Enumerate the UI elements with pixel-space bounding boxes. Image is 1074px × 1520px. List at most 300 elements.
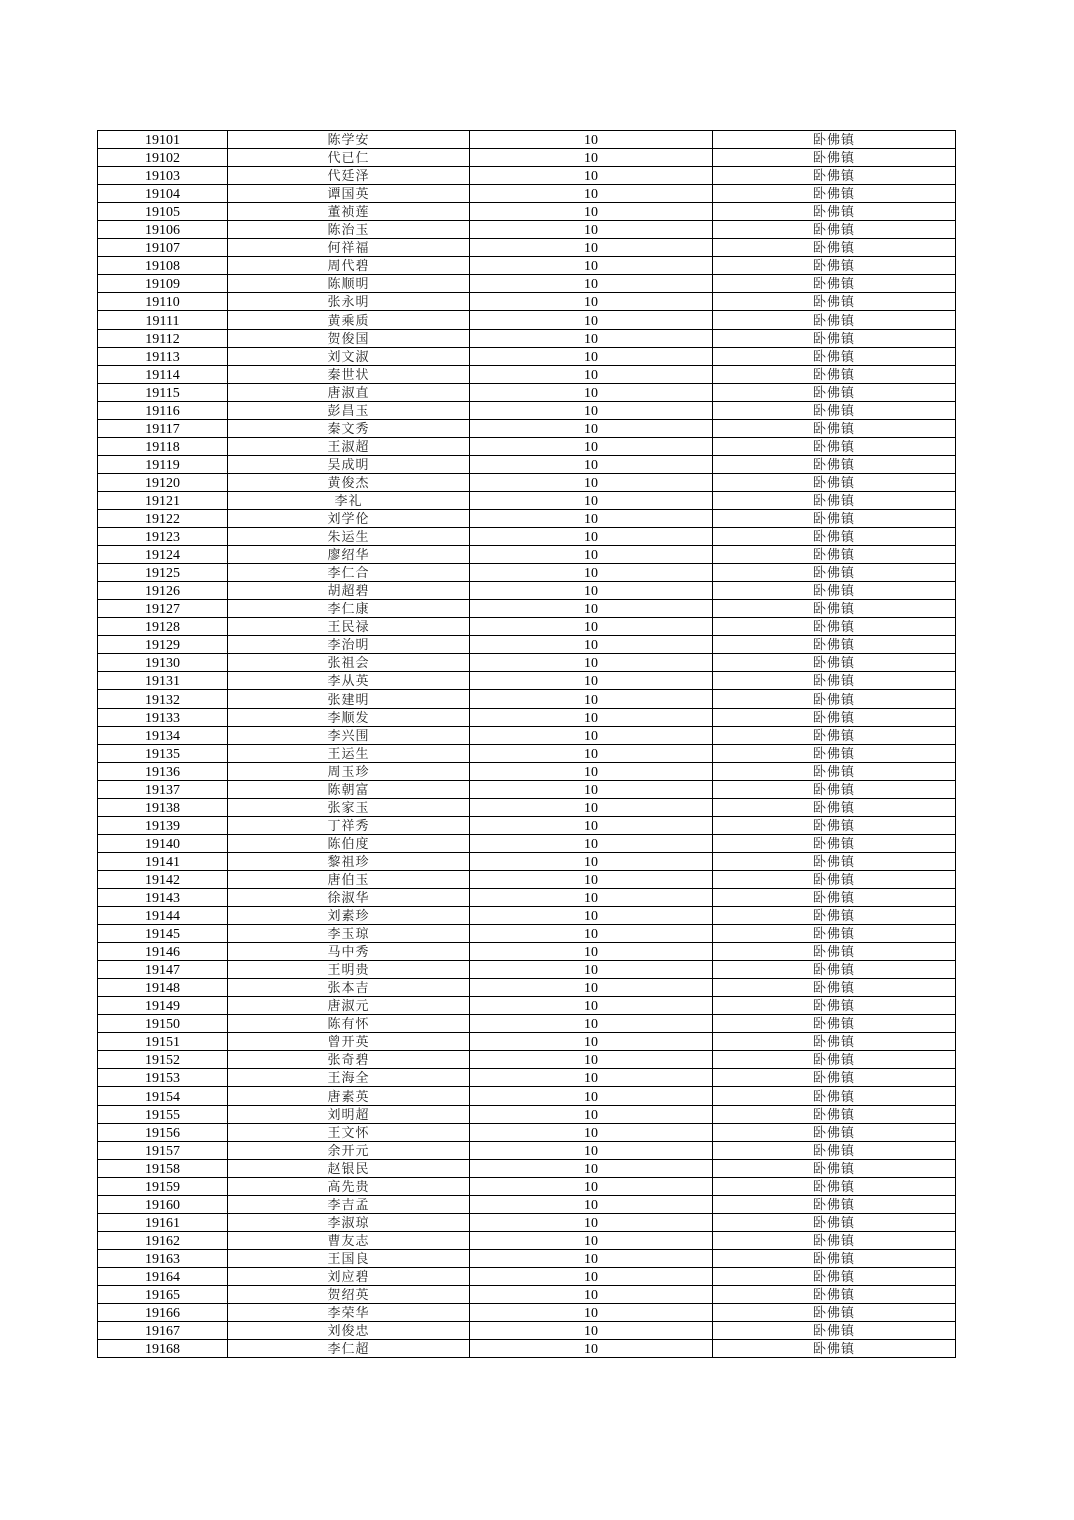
town-cell: 卧佛镇 xyxy=(713,762,956,780)
town-cell: 卧佛镇 xyxy=(713,726,956,744)
town-cell: 卧佛镇 xyxy=(713,1159,956,1177)
person-name-cell: 谭国英 xyxy=(228,185,470,203)
amount-cell: 10 xyxy=(470,690,713,708)
table-row xyxy=(98,473,956,491)
amount-cell: 10 xyxy=(470,997,713,1015)
town-cell: 卧佛镇 xyxy=(713,1231,956,1249)
table-row xyxy=(98,600,956,618)
row-id-cell: 19166 xyxy=(98,1304,228,1322)
table-row xyxy=(98,780,956,798)
town-cell: 卧佛镇 xyxy=(713,221,956,239)
town-cell: 卧佛镇 xyxy=(713,1340,956,1358)
amount-cell: 10 xyxy=(470,401,713,419)
row-id-cell: 19157 xyxy=(98,1141,228,1159)
amount-cell: 10 xyxy=(470,762,713,780)
person-name-cell: 贺绍英 xyxy=(228,1286,470,1304)
table-row xyxy=(98,1159,956,1177)
amount-cell: 10 xyxy=(470,293,713,311)
amount-cell: 10 xyxy=(470,1195,713,1213)
person-name-cell: 廖绍华 xyxy=(228,546,470,564)
amount-cell: 10 xyxy=(470,1322,713,1340)
row-id-cell: 19141 xyxy=(98,852,228,870)
row-id-cell: 19121 xyxy=(98,491,228,509)
table-row xyxy=(98,1322,956,1340)
amount-cell: 10 xyxy=(470,509,713,527)
town-cell: 卧佛镇 xyxy=(713,275,956,293)
row-id-cell: 19111 xyxy=(98,311,228,329)
person-name-cell: 徐淑华 xyxy=(228,888,470,906)
amount-cell: 10 xyxy=(470,943,713,961)
person-name-cell: 李仁合 xyxy=(228,564,470,582)
table-row xyxy=(98,1286,956,1304)
row-id-cell: 19144 xyxy=(98,907,228,925)
person-name-cell: 李从英 xyxy=(228,672,470,690)
person-name-cell: 高先贵 xyxy=(228,1177,470,1195)
table-row xyxy=(98,1231,956,1249)
row-id-cell: 19137 xyxy=(98,780,228,798)
row-id-cell: 19161 xyxy=(98,1213,228,1231)
town-cell: 卧佛镇 xyxy=(713,329,956,347)
person-name-cell: 唐伯玉 xyxy=(228,870,470,888)
person-name-cell: 张家玉 xyxy=(228,798,470,816)
person-name-cell: 李玉琼 xyxy=(228,925,470,943)
person-name-cell: 张奇碧 xyxy=(228,1051,470,1069)
table-row xyxy=(98,1069,956,1087)
row-id-cell: 19126 xyxy=(98,582,228,600)
amount-cell: 10 xyxy=(470,546,713,564)
person-name-cell: 曹友志 xyxy=(228,1231,470,1249)
person-name-cell: 王国良 xyxy=(228,1249,470,1267)
amount-cell: 10 xyxy=(470,221,713,239)
town-cell: 卧佛镇 xyxy=(713,1105,956,1123)
town-cell: 卧佛镇 xyxy=(713,1033,956,1051)
person-name-cell: 陈顺明 xyxy=(228,275,470,293)
town-cell: 卧佛镇 xyxy=(713,1177,956,1195)
person-name-cell: 王海全 xyxy=(228,1069,470,1087)
row-id-cell: 19102 xyxy=(98,149,228,167)
amount-cell: 10 xyxy=(470,636,713,654)
table-row xyxy=(98,979,956,997)
table-row xyxy=(98,1051,956,1069)
person-name-cell: 刘明超 xyxy=(228,1105,470,1123)
town-cell: 卧佛镇 xyxy=(713,1249,956,1267)
table-row xyxy=(98,383,956,401)
person-name-cell: 李仁康 xyxy=(228,600,470,618)
row-id-cell: 19108 xyxy=(98,257,228,275)
table-row xyxy=(98,798,956,816)
row-id-cell: 19124 xyxy=(98,546,228,564)
table-row xyxy=(98,1304,956,1322)
person-name-cell: 李礼 xyxy=(228,491,470,509)
person-name-cell: 何祥福 xyxy=(228,239,470,257)
town-cell: 卧佛镇 xyxy=(713,257,956,275)
row-id-cell: 19118 xyxy=(98,437,228,455)
table-row xyxy=(98,275,956,293)
person-name-cell: 李吉孟 xyxy=(228,1195,470,1213)
table-row xyxy=(98,762,956,780)
amount-cell: 10 xyxy=(470,618,713,636)
row-id-cell: 19140 xyxy=(98,834,228,852)
town-cell: 卧佛镇 xyxy=(713,870,956,888)
person-name-cell: 李治明 xyxy=(228,636,470,654)
person-name-cell: 刘文淑 xyxy=(228,347,470,365)
amount-cell: 10 xyxy=(470,1015,713,1033)
amount-cell: 10 xyxy=(470,1249,713,1267)
amount-cell: 10 xyxy=(470,437,713,455)
person-name-cell: 丁祥秀 xyxy=(228,816,470,834)
table-row xyxy=(98,1087,956,1105)
table-row xyxy=(98,690,956,708)
amount-cell: 10 xyxy=(470,167,713,185)
person-name-cell: 马中秀 xyxy=(228,943,470,961)
table-row xyxy=(98,1123,956,1141)
person-name-cell: 刘俊忠 xyxy=(228,1322,470,1340)
person-name-cell: 周代碧 xyxy=(228,257,470,275)
row-id-cell: 19112 xyxy=(98,329,228,347)
person-name-cell: 唐素英 xyxy=(228,1087,470,1105)
row-id-cell: 19110 xyxy=(98,293,228,311)
person-name-cell: 陈治玉 xyxy=(228,221,470,239)
person-name-cell: 董祯莲 xyxy=(228,203,470,221)
row-id-cell: 19162 xyxy=(98,1231,228,1249)
row-id-cell: 19143 xyxy=(98,888,228,906)
table-row xyxy=(98,1033,956,1051)
amount-cell: 10 xyxy=(470,726,713,744)
town-cell: 卧佛镇 xyxy=(713,907,956,925)
row-id-cell: 19164 xyxy=(98,1267,228,1285)
row-id-cell: 19150 xyxy=(98,1015,228,1033)
town-cell: 卧佛镇 xyxy=(713,636,956,654)
amount-cell: 10 xyxy=(470,816,713,834)
town-cell: 卧佛镇 xyxy=(713,780,956,798)
town-cell: 卧佛镇 xyxy=(713,618,956,636)
table-row xyxy=(98,365,956,383)
town-cell: 卧佛镇 xyxy=(713,1123,956,1141)
table-row xyxy=(98,1249,956,1267)
row-id-cell: 19127 xyxy=(98,600,228,618)
person-name-cell: 秦文秀 xyxy=(228,419,470,437)
person-name-cell: 刘学伦 xyxy=(228,509,470,527)
person-name-cell: 张建明 xyxy=(228,690,470,708)
amount-cell: 10 xyxy=(470,1141,713,1159)
person-name-cell: 秦世状 xyxy=(228,365,470,383)
row-id-cell: 19129 xyxy=(98,636,228,654)
table-row xyxy=(98,401,956,419)
person-name-cell: 李淑琼 xyxy=(228,1213,470,1231)
town-cell: 卧佛镇 xyxy=(713,997,956,1015)
town-cell: 卧佛镇 xyxy=(713,365,956,383)
amount-cell: 10 xyxy=(470,1159,713,1177)
town-cell: 卧佛镇 xyxy=(713,1267,956,1285)
amount-cell: 10 xyxy=(470,1267,713,1285)
row-id-cell: 19101 xyxy=(98,131,228,149)
amount-cell: 10 xyxy=(470,1177,713,1195)
amount-cell: 10 xyxy=(470,275,713,293)
person-name-cell: 陈伯度 xyxy=(228,834,470,852)
person-name-cell: 刘素珍 xyxy=(228,907,470,925)
town-cell: 卧佛镇 xyxy=(713,600,956,618)
town-cell: 卧佛镇 xyxy=(713,185,956,203)
amount-cell: 10 xyxy=(470,780,713,798)
amount-cell: 10 xyxy=(470,1340,713,1358)
row-id-cell: 19147 xyxy=(98,961,228,979)
amount-cell: 10 xyxy=(470,979,713,997)
person-name-cell: 黄俊杰 xyxy=(228,473,470,491)
amount-cell: 10 xyxy=(470,491,713,509)
town-cell: 卧佛镇 xyxy=(713,744,956,762)
table-row xyxy=(98,654,956,672)
table-row xyxy=(98,672,956,690)
table-row xyxy=(98,636,956,654)
person-name-cell: 代廷泽 xyxy=(228,167,470,185)
row-id-cell: 19104 xyxy=(98,185,228,203)
town-cell: 卧佛镇 xyxy=(713,1051,956,1069)
amount-cell: 10 xyxy=(470,1231,713,1249)
town-cell: 卧佛镇 xyxy=(713,582,956,600)
town-cell: 卧佛镇 xyxy=(713,293,956,311)
town-cell: 卧佛镇 xyxy=(713,798,956,816)
amount-cell: 10 xyxy=(470,582,713,600)
town-cell: 卧佛镇 xyxy=(713,654,956,672)
amount-cell: 10 xyxy=(470,1123,713,1141)
table-row xyxy=(98,311,956,329)
town-cell: 卧佛镇 xyxy=(713,1322,956,1340)
row-id-cell: 19109 xyxy=(98,275,228,293)
table-row xyxy=(98,852,956,870)
table-row xyxy=(98,888,956,906)
row-id-cell: 19123 xyxy=(98,528,228,546)
town-cell: 卧佛镇 xyxy=(713,239,956,257)
town-cell: 卧佛镇 xyxy=(713,1195,956,1213)
row-id-cell: 19130 xyxy=(98,654,228,672)
row-id-cell: 19105 xyxy=(98,203,228,221)
table-row xyxy=(98,546,956,564)
person-name-cell: 张本吉 xyxy=(228,979,470,997)
town-cell: 卧佛镇 xyxy=(713,473,956,491)
row-id-cell: 19114 xyxy=(98,365,228,383)
amount-cell: 10 xyxy=(470,798,713,816)
table-row xyxy=(98,925,956,943)
amount-cell: 10 xyxy=(470,473,713,491)
table-row xyxy=(98,1267,956,1285)
person-name-cell: 彭昌玉 xyxy=(228,401,470,419)
town-cell: 卧佛镇 xyxy=(713,816,956,834)
person-name-cell: 代已仁 xyxy=(228,149,470,167)
town-cell: 卧佛镇 xyxy=(713,925,956,943)
town-cell: 卧佛镇 xyxy=(713,491,956,509)
table-row xyxy=(98,509,956,527)
table-row xyxy=(98,167,956,185)
amount-cell: 10 xyxy=(470,888,713,906)
town-cell: 卧佛镇 xyxy=(713,564,956,582)
table-row xyxy=(98,726,956,744)
person-name-cell: 王运生 xyxy=(228,744,470,762)
amount-cell: 10 xyxy=(470,1304,713,1322)
town-cell: 卧佛镇 xyxy=(713,509,956,527)
town-cell: 卧佛镇 xyxy=(713,690,956,708)
person-name-cell: 唐淑元 xyxy=(228,997,470,1015)
person-name-cell: 黄乘质 xyxy=(228,311,470,329)
table-row xyxy=(98,1195,956,1213)
table-row xyxy=(98,491,956,509)
table-row xyxy=(98,1177,956,1195)
town-cell: 卧佛镇 xyxy=(713,311,956,329)
row-id-cell: 19136 xyxy=(98,762,228,780)
amount-cell: 10 xyxy=(470,203,713,221)
person-name-cell: 吴成明 xyxy=(228,455,470,473)
amount-cell: 10 xyxy=(470,257,713,275)
person-name-cell: 张永明 xyxy=(228,293,470,311)
amount-cell: 10 xyxy=(470,852,713,870)
table-row xyxy=(98,293,956,311)
row-id-cell: 19165 xyxy=(98,1286,228,1304)
person-name-cell: 曾开英 xyxy=(228,1033,470,1051)
roster-table-body xyxy=(98,131,956,1358)
row-id-cell: 19116 xyxy=(98,401,228,419)
town-cell: 卧佛镇 xyxy=(713,401,956,419)
amount-cell: 10 xyxy=(470,654,713,672)
person-name-cell: 李顺发 xyxy=(228,708,470,726)
row-id-cell: 19163 xyxy=(98,1249,228,1267)
town-cell: 卧佛镇 xyxy=(713,672,956,690)
row-id-cell: 19120 xyxy=(98,473,228,491)
row-id-cell: 19156 xyxy=(98,1123,228,1141)
amount-cell: 10 xyxy=(470,185,713,203)
town-cell: 卧佛镇 xyxy=(713,383,956,401)
table-row xyxy=(98,744,956,762)
town-cell: 卧佛镇 xyxy=(713,852,956,870)
amount-cell: 10 xyxy=(470,455,713,473)
table-row xyxy=(98,834,956,852)
amount-cell: 10 xyxy=(470,347,713,365)
town-cell: 卧佛镇 xyxy=(713,203,956,221)
person-name-cell: 李仁超 xyxy=(228,1340,470,1358)
person-name-cell: 刘应碧 xyxy=(228,1267,470,1285)
row-id-cell: 19148 xyxy=(98,979,228,997)
row-id-cell: 19160 xyxy=(98,1195,228,1213)
amount-cell: 10 xyxy=(470,672,713,690)
row-id-cell: 19125 xyxy=(98,564,228,582)
person-name-cell: 王明贵 xyxy=(228,961,470,979)
amount-cell: 10 xyxy=(470,419,713,437)
row-id-cell: 19154 xyxy=(98,1087,228,1105)
town-cell: 卧佛镇 xyxy=(713,167,956,185)
table-row xyxy=(98,870,956,888)
town-cell: 卧佛镇 xyxy=(713,943,956,961)
row-id-cell: 19119 xyxy=(98,455,228,473)
table-row xyxy=(98,618,956,636)
amount-cell: 10 xyxy=(470,1213,713,1231)
person-name-cell: 黎祖珍 xyxy=(228,852,470,870)
table-row xyxy=(98,185,956,203)
town-cell: 卧佛镇 xyxy=(713,1286,956,1304)
amount-cell: 10 xyxy=(470,131,713,149)
row-id-cell: 19107 xyxy=(98,239,228,257)
table-row xyxy=(98,582,956,600)
town-cell: 卧佛镇 xyxy=(713,1304,956,1322)
amount-cell: 10 xyxy=(470,961,713,979)
person-name-cell: 陈朝富 xyxy=(228,780,470,798)
row-id-cell: 19153 xyxy=(98,1069,228,1087)
person-name-cell: 唐淑直 xyxy=(228,383,470,401)
town-cell: 卧佛镇 xyxy=(713,149,956,167)
person-name-cell: 朱运生 xyxy=(228,528,470,546)
person-name-cell: 陈学安 xyxy=(228,131,470,149)
amount-cell: 10 xyxy=(470,1033,713,1051)
town-cell: 卧佛镇 xyxy=(713,834,956,852)
row-id-cell: 19131 xyxy=(98,672,228,690)
amount-cell: 10 xyxy=(470,365,713,383)
amount-cell: 10 xyxy=(470,834,713,852)
table-row xyxy=(98,419,956,437)
table-row xyxy=(98,203,956,221)
table-row xyxy=(98,1340,956,1358)
table-row xyxy=(98,149,956,167)
row-id-cell: 19113 xyxy=(98,347,228,365)
amount-cell: 10 xyxy=(470,329,713,347)
town-cell: 卧佛镇 xyxy=(713,347,956,365)
town-cell: 卧佛镇 xyxy=(713,888,956,906)
table-row xyxy=(98,1213,956,1231)
row-id-cell: 19158 xyxy=(98,1159,228,1177)
table-row xyxy=(98,816,956,834)
amount-cell: 10 xyxy=(470,383,713,401)
amount-cell: 10 xyxy=(470,744,713,762)
table-row xyxy=(98,1141,956,1159)
row-id-cell: 19122 xyxy=(98,509,228,527)
amount-cell: 10 xyxy=(470,239,713,257)
amount-cell: 10 xyxy=(470,925,713,943)
table-row xyxy=(98,257,956,275)
town-cell: 卧佛镇 xyxy=(713,455,956,473)
person-name-cell: 李兴围 xyxy=(228,726,470,744)
town-cell: 卧佛镇 xyxy=(713,1141,956,1159)
town-cell: 卧佛镇 xyxy=(713,546,956,564)
person-name-cell: 张祖会 xyxy=(228,654,470,672)
row-id-cell: 19151 xyxy=(98,1033,228,1051)
table-row xyxy=(98,997,956,1015)
amount-cell: 10 xyxy=(470,870,713,888)
table-row xyxy=(98,221,956,239)
town-cell: 卧佛镇 xyxy=(713,419,956,437)
person-name-cell: 王民禄 xyxy=(228,618,470,636)
row-id-cell: 19168 xyxy=(98,1340,228,1358)
row-id-cell: 19115 xyxy=(98,383,228,401)
town-cell: 卧佛镇 xyxy=(713,131,956,149)
row-id-cell: 19139 xyxy=(98,816,228,834)
table-row xyxy=(98,1105,956,1123)
amount-cell: 10 xyxy=(470,600,713,618)
table-row xyxy=(98,564,956,582)
row-id-cell: 19155 xyxy=(98,1105,228,1123)
table-row xyxy=(98,961,956,979)
row-id-cell: 19142 xyxy=(98,870,228,888)
town-cell: 卧佛镇 xyxy=(713,708,956,726)
row-id-cell: 19138 xyxy=(98,798,228,816)
row-id-cell: 19135 xyxy=(98,744,228,762)
amount-cell: 10 xyxy=(470,311,713,329)
row-id-cell: 19134 xyxy=(98,726,228,744)
row-id-cell: 19149 xyxy=(98,997,228,1015)
row-id-cell: 19117 xyxy=(98,419,228,437)
table-row xyxy=(98,131,956,149)
table-row xyxy=(98,239,956,257)
person-name-cell: 胡超碧 xyxy=(228,582,470,600)
table-row xyxy=(98,347,956,365)
table-row xyxy=(98,455,956,473)
amount-cell: 10 xyxy=(470,708,713,726)
town-cell: 卧佛镇 xyxy=(713,1213,956,1231)
